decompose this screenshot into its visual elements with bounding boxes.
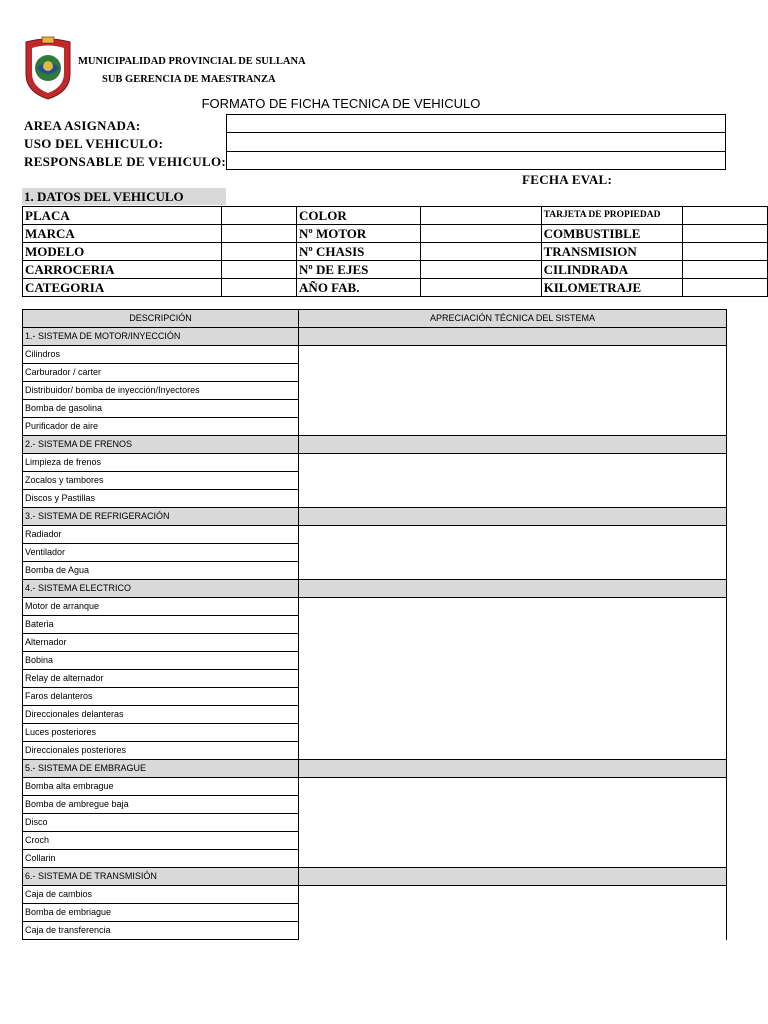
item-label: Bomba de embriague [23, 904, 299, 922]
section-header-fill [299, 508, 727, 526]
section-title: 2.- SISTEMA DE FRENOS [23, 436, 299, 454]
page-title: FORMATO DE FICHA TECNICA DE VEHICULO [201, 96, 481, 111]
datos-value-field[interactable] [421, 207, 541, 225]
apreciacion-field[interactable] [299, 886, 727, 940]
municipal-shield-logo [22, 36, 74, 100]
section-header-fill [299, 436, 727, 454]
datos-label: COMBUSTIBLE [541, 225, 682, 243]
item-label: Distribuidor/ bomba de inyección/Inyectores [23, 382, 299, 400]
responsable-label: RESPONSABLE DE VEHICULO: [24, 154, 227, 169]
datos-value-field[interactable] [421, 261, 541, 279]
item-label: Bateria [23, 616, 299, 634]
item-label: Bobina [23, 652, 299, 670]
item-label: Purificador de aire [23, 418, 299, 436]
uso-field[interactable] [226, 132, 726, 152]
table-row [23, 526, 727, 544]
item-label: Caja de transferencia [23, 922, 299, 940]
item-label: Radiador [23, 526, 299, 544]
datos-value-field[interactable] [222, 279, 297, 297]
datos-label: MARCA [23, 225, 222, 243]
datos-value-field[interactable] [222, 261, 297, 279]
table-row [23, 778, 727, 796]
item-label: Discos y Pastillas [23, 490, 299, 508]
datos-value-field[interactable] [222, 225, 297, 243]
item-label: Bomba de ambregue baja [23, 796, 299, 814]
item-label: Alternador [23, 634, 299, 652]
section-header-row [23, 580, 727, 598]
section-header-row [23, 328, 727, 346]
item-label: Direccionales delanteras [23, 706, 299, 724]
item-label: Luces posteriores [23, 724, 299, 742]
datos-label: AÑO FAB. [297, 279, 421, 297]
datos-label: KILOMETRAJE [541, 279, 682, 297]
item-label: Direccionales posteriores [23, 742, 299, 760]
item-label: Zocalos y tambores [23, 472, 299, 490]
datos-row [23, 261, 768, 279]
datos-label: MODELO [23, 243, 222, 261]
datos-label: Nº DE EJES [297, 261, 421, 279]
datos-value-field[interactable] [682, 243, 767, 261]
datos-row [23, 279, 768, 297]
datos-value-field[interactable] [682, 207, 767, 225]
datos-value-field[interactable] [421, 225, 541, 243]
item-label: Cilindros [23, 346, 299, 364]
inspection-table [22, 309, 727, 940]
datos-table [22, 206, 768, 297]
datos-value-field[interactable] [222, 207, 297, 225]
item-label: Motor de arranque [23, 598, 299, 616]
apreciacion-field[interactable] [299, 454, 727, 508]
section-title: 1.- SISTEMA DE MOTOR/INYECCIÓN [23, 328, 299, 346]
datos-row [23, 243, 768, 261]
section-header-fill [299, 868, 727, 886]
item-label: Faros delanteros [23, 688, 299, 706]
responsable-field[interactable] [226, 151, 726, 170]
datos-label: Nº MOTOR [297, 225, 421, 243]
item-label: Ventilador [23, 544, 299, 562]
item-label: Limpieza de frenos [23, 454, 299, 472]
item-label: Disco [23, 814, 299, 832]
datos-label: TRANSMISION [541, 243, 682, 261]
area-label: AREA ASIGNADA: [24, 118, 141, 133]
item-label: Bomba de gasolina [23, 400, 299, 418]
section-title: 3.- SISTEMA DE REFRIGERACIÓN [23, 508, 299, 526]
section-header-fill [299, 760, 727, 778]
section-header-row [23, 760, 727, 778]
item-label: Croch [23, 832, 299, 850]
section-title: 4.- SISTEMA ELECTRICO [23, 580, 299, 598]
datos-row [23, 207, 768, 225]
datos-section-title: 1. DATOS DEL VEHICULO [22, 188, 226, 205]
apreciacion-field[interactable] [299, 526, 727, 580]
item-label: Caja de cambios [23, 886, 299, 904]
fecha-eval-label: FECHA EVAL: [522, 172, 613, 187]
table-row [23, 886, 727, 904]
section-title: 6.- SISTEMA DE TRANSMISIÓN [23, 868, 299, 886]
apreciacion-field[interactable] [299, 598, 727, 760]
datos-value-field[interactable] [222, 243, 297, 261]
section-header-row [23, 868, 727, 886]
datos-label: CILINDRADA [541, 261, 682, 279]
col-apreciacion-header: APRECIACIÓN TÉCNICA DEL SISTEMA [299, 310, 727, 328]
item-label: Relay de alternador [23, 670, 299, 688]
item-label: Bomba alta embrague [23, 778, 299, 796]
datos-label: PLACA [23, 207, 222, 225]
datos-value-field[interactable] [682, 261, 767, 279]
section-header-fill [299, 580, 727, 598]
datos-value-field[interactable] [421, 243, 541, 261]
item-label: Bomba de Agua [23, 562, 299, 580]
area-field[interactable] [226, 114, 726, 133]
table-row [23, 598, 727, 616]
table-row [23, 454, 727, 472]
datos-value-field[interactable] [682, 279, 767, 297]
apreciacion-field[interactable] [299, 778, 727, 868]
table-header-row [23, 310, 727, 328]
section-header-row [23, 508, 727, 526]
datos-label: TARJETA DE PROPIEDAD [541, 207, 682, 225]
section-title: 5.- SISTEMA DE EMBRAGUE [23, 760, 299, 778]
col-description-header: DESCRIPCIÓN [23, 310, 299, 328]
datos-value-field[interactable] [421, 279, 541, 297]
datos-label: CATEGORIA [23, 279, 222, 297]
datos-label: Nº CHASIS [297, 243, 421, 261]
section-header-fill [299, 328, 727, 346]
datos-row [23, 225, 768, 243]
datos-value-field[interactable] [682, 225, 767, 243]
apreciacion-field[interactable] [299, 346, 727, 436]
item-label: Carburador / carter [23, 364, 299, 382]
table-row [23, 346, 727, 364]
datos-label: COLOR [297, 207, 421, 225]
organization-subunit: SUB GERENCIA DE MAESTRANZA [102, 74, 276, 85]
uso-label: USO DEL VEHICULO: [24, 136, 164, 151]
organization-name: MUNICIPALIDAD PROVINCIAL DE SULLANA [78, 56, 306, 67]
datos-label: CARROCERIA [23, 261, 222, 279]
item-label: Collarin [23, 850, 299, 868]
section-header-row [23, 436, 727, 454]
